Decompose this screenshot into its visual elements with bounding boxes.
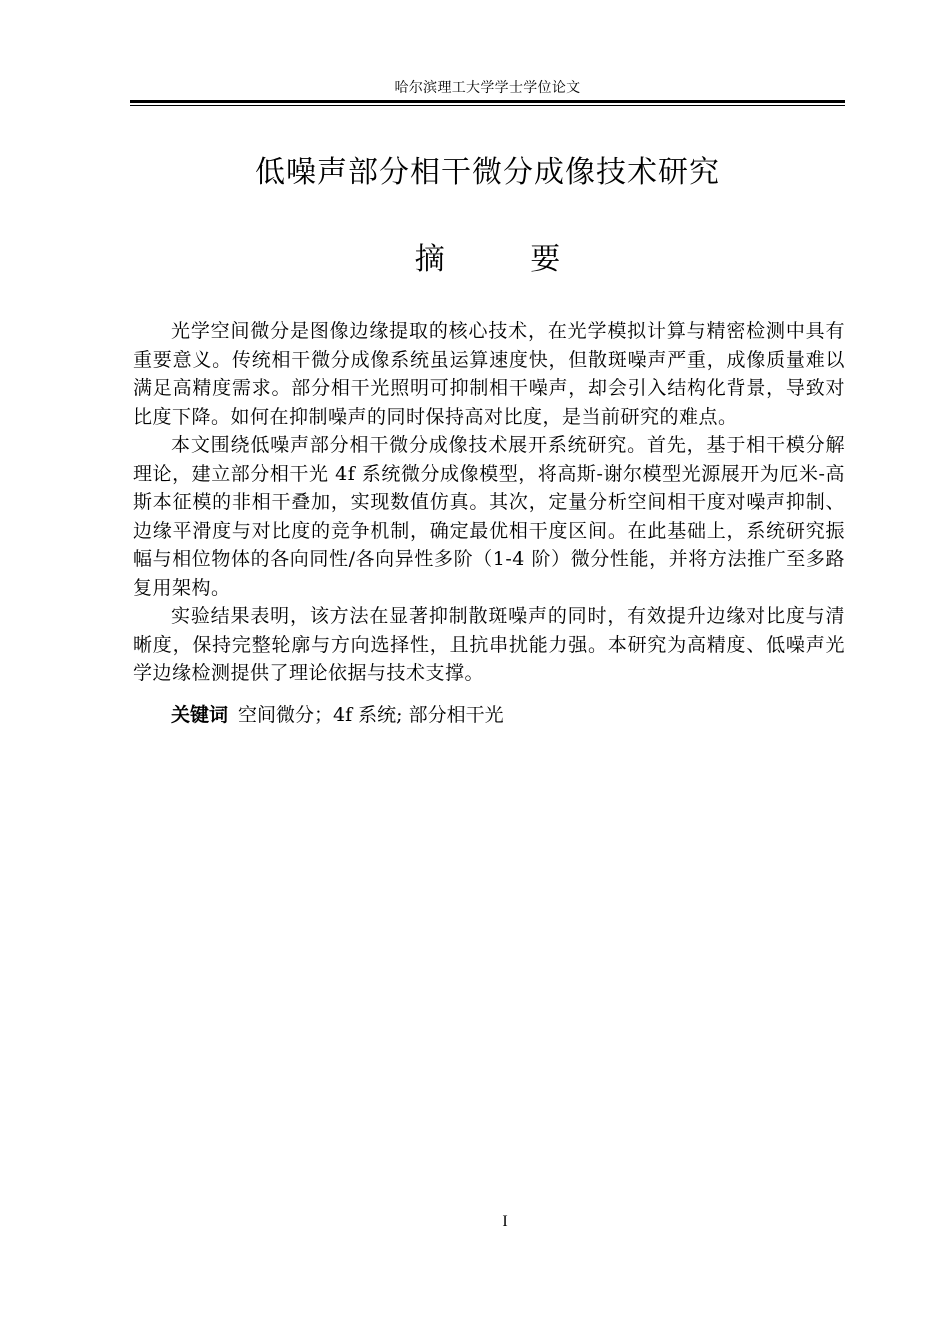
- abstract-paragraph-3: 实验结果表明，该方法在显著抑制散斑噪声的同时，有效提升边缘对比度与清晰度，保持完整轮廓与方向选择性，且抗串扰能力强。本研究为高精度、低噪声光学边缘检测提供了理论依据与技术支撑。: [133, 605, 845, 684]
- keywords-line: [171, 702, 504, 728]
- page-number: I: [502, 1213, 508, 1230]
- keywords-value: 空间微分；4f 系统; 部分相干光: [238, 704, 504, 726]
- abstract-paragraph-1: 光学空间微分是图像边缘提取的核心技术，在光学模拟计算与精密检测中具有重要意义。传统相干微分成像系统虽运算速度快，但散斑噪声严重，成像质量难以满足高精度需求。部分相干光照明可抑制相干噪声，却会引入结构化背景，导致对比度下降。如何在抑制噪声的同时保持高对比度，是当前研究的难点。: [133, 320, 845, 428]
- header-rule: [130, 100, 845, 103]
- abstract-paragraph-2: 本文围绕低噪声部分相干微分成像技术展开系统研究。首先，基于相干模分解理论，建立部分相干光 4f 系统微分成像模型，将高斯-谢尔模型光源展开为厄米-高斯本征模的非相干叠加，实现数值仿真。其次，定量分析空间相干度对噪声抑制、边缘平滑度与对比度的竞争机制，确定最优相干度区间。在此基础上，系统研究振幅与相位物体的各向同性/各向异性多阶（1-4 阶）微分性能，并将方法推广至多路复用架构。: [133, 434, 845, 599]
- running-header: 哈尔滨理工大学学士学位论文: [394, 80, 581, 96]
- abstract-body: [133, 317, 845, 688]
- thesis-title: 低噪声部分相干微分成像技术研究: [255, 155, 720, 190]
- abstract-heading: 摘 要: [414, 242, 599, 277]
- header-rule-thin: [130, 105, 845, 106]
- keywords-label: 关键词: [171, 704, 229, 726]
